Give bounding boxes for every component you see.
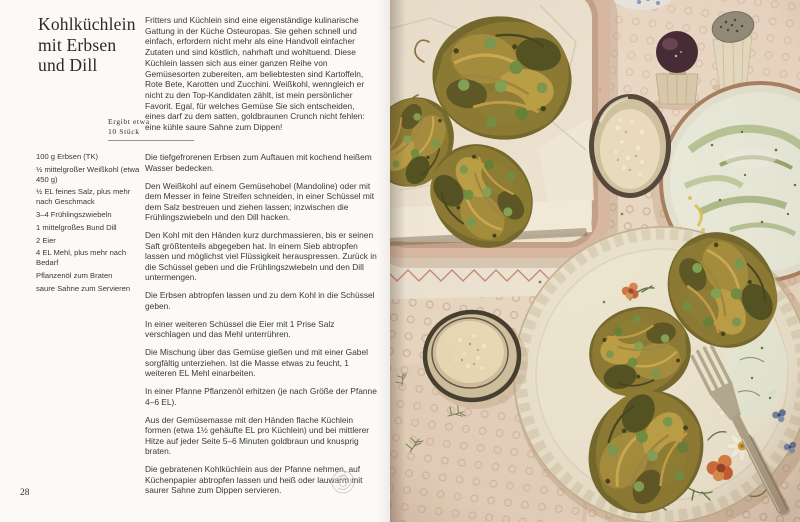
title-line-1: Kohlküchlein bbox=[38, 14, 136, 34]
cabbage-stamp-icon bbox=[327, 466, 359, 498]
gutter-shadow bbox=[390, 0, 406, 522]
vignette-overlay bbox=[390, 0, 800, 522]
step-paragraph: In einer weiteren Schüssel die Eier mit 1 Prise Salz verschlagen und das Mehl unterrühren. bbox=[145, 318, 335, 339]
page-gutter bbox=[378, 0, 390, 522]
step-paragraph: Den Weißkohl auf einem Gemüsehobel (Mandoline) oder mit dem Messer in feine Streifen schneiden, in einer Schüssel mit dem Salz bestreuen und ziehen lassen; inzwischen die Frühlingszwiebeln und den Dill hacken. bbox=[145, 180, 375, 222]
ingredient-item: ½ EL feines Salz, plus mehr nach Geschmack bbox=[36, 187, 131, 207]
ingredient-item: 1 mittelgroßes Bund Dill bbox=[36, 222, 117, 232]
ingredient-item: 3–4 Frühlingszwiebeln bbox=[36, 209, 112, 219]
ingredient-item: 100 g Erbsen (TK) bbox=[36, 152, 99, 161]
ingredient-item: 2 Eier bbox=[36, 235, 56, 245]
ingredient-item: Pflanzenöl zum Braten bbox=[36, 270, 113, 280]
yield-line-1: Ergibt etwa bbox=[108, 117, 150, 126]
title-line-2: mit Erbsen bbox=[38, 34, 117, 55]
ingredient-item: ½ mittelgroßer Weißkohl (etwa 450 g) bbox=[36, 164, 140, 184]
ingredient-list bbox=[36, 152, 141, 297]
ingredient-item: 4 EL Mehl, plus mehr nach Bedarf bbox=[36, 248, 127, 268]
page-number: 28 bbox=[20, 488, 30, 498]
step-paragraph: Die gebratenen Kohlküchlein aus der Pfanne nehmen, auf Küchenpapier abtropfen lassen und heiß oder lauwarm mit saurer Sahne zum Dippen servieren. bbox=[145, 464, 363, 495]
page-title bbox=[38, 14, 136, 76]
ingredient-item: saure Sahne zum Servieren bbox=[36, 283, 131, 293]
yield-note bbox=[108, 117, 194, 141]
photo-illustration bbox=[390, 0, 800, 522]
step-paragraph: Aus der Gemüsemasse mit den Händen flache Küchlein formen (etwa 1½ gehäufte EL pro Küchlein) und bei mittlerer Hitze auf jeder Seite 5–6 Minuten goldbraun und knusprig braten. bbox=[145, 414, 370, 456]
recipe-page bbox=[0, 0, 390, 522]
recipe-photo bbox=[390, 0, 800, 522]
recipe-intro: Fritters und Küchlein sind eine eigenständige kulinarische Gattung in der Küche Osteuropas. Sie gehen schnell und einfach, erfordern nicht mehr als eine Handvoll einfacher Zutaten und sind köstlich, nahrhaft und wohltuend. Diese Küchlein lassen sich aus einer ganzen Reihe von Gemüsesorten zubereiten, am beliebtesten sind Kartoffeln, Rote Bete, Karotten und Zucchini. Weißkohl, wenngleich er nicht zu den Top-Kandidaten zählt, ist mein persönlicher Favorit. Egal, für welches Gemüse Sie sich entscheiden, eines darf zu dem satten, goldbraunen Crunch nicht fehlen: eine kühle saure Sahne zum Dippen! bbox=[145, 15, 365, 133]
step-paragraph: Den Kohl mit den Händen kurz durchmassieren, bis er seinen Saft größtenteils abgegeben hat. In einem Sieb abtropfen lassen und möglichst viel Flüssigkeit herauspressen. Zurück in die Schüssel geben und die Frühlingszwiebeln und den Dill untermengen. bbox=[145, 230, 377, 282]
method-steps bbox=[145, 152, 378, 503]
step-paragraph: Die tiefgefrorenen Erbsen zum Auftauen mit kochend heißem Wasser bedecken. bbox=[145, 152, 372, 173]
step-paragraph: Die Mischung über das Gemüse gießen und mit einer Gabel sorgfältig unterziehen. Ist die Masse etwas zu feucht, 1 weiteren EL Mehl einarbeiten. bbox=[145, 347, 368, 378]
title-line-3: und Dill bbox=[38, 55, 98, 75]
yield-line-2: 10 Stück bbox=[108, 126, 140, 136]
step-paragraph: Die Erbsen abtropfen lassen und zu dem Kohl in die Schüssel geben. bbox=[145, 290, 375, 311]
step-paragraph: In einer Pfanne Pflanzenöl erhitzen (je nach Größe der Pfanne 4–6 EL). bbox=[145, 386, 377, 407]
